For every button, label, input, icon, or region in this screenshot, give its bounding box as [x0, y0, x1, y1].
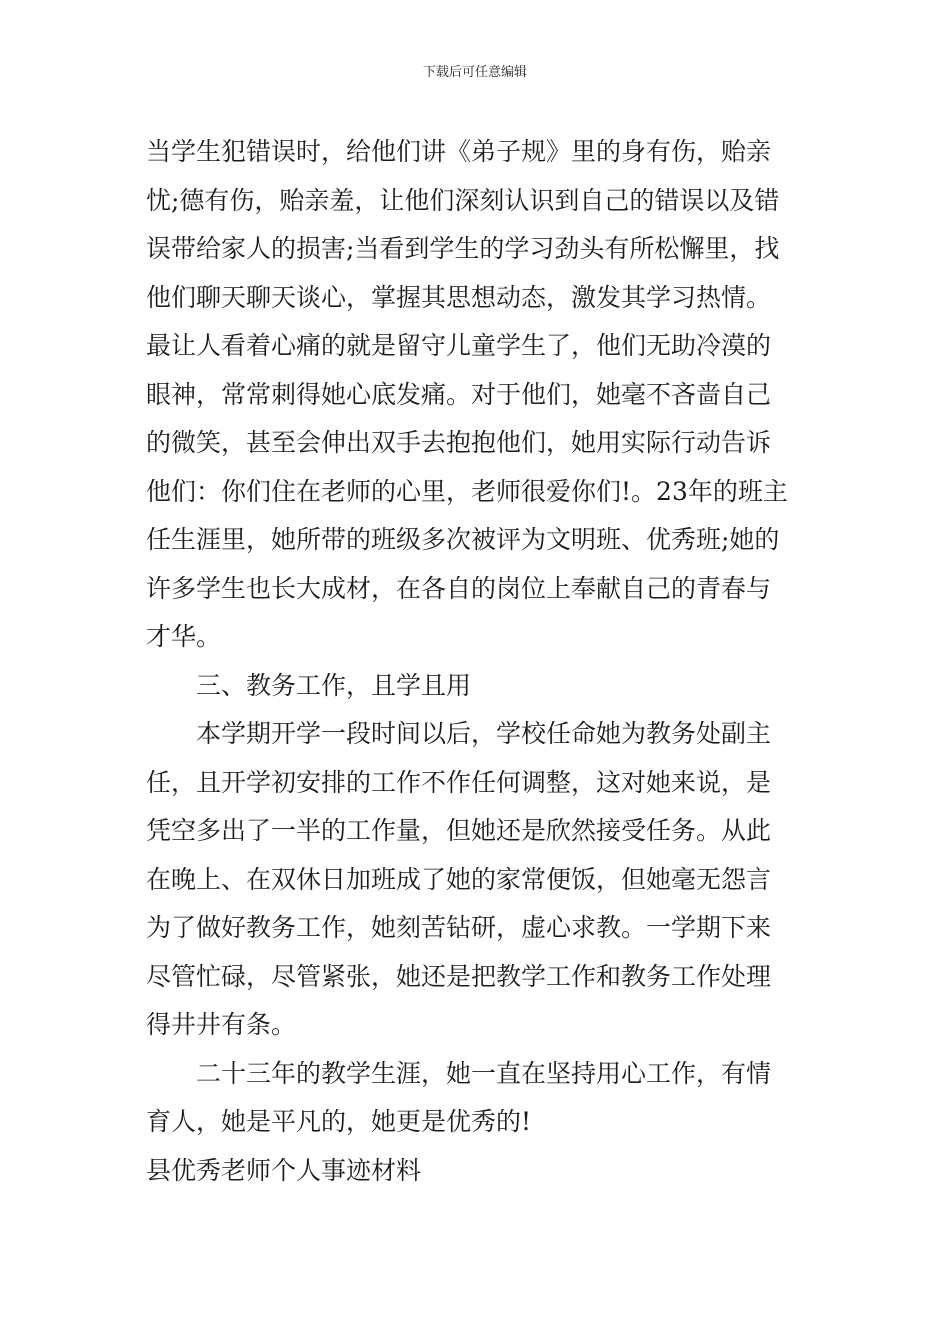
page-header: 下载后可任意编辑 [422, 65, 527, 80]
text-line: 在晚上、在双休日加班成了她的家常便饭，但她毫无怨言 [146, 864, 772, 894]
text-line: 为了做好教务工作，她刻苦钻研，虚心求教。一学期下来 [146, 913, 772, 942]
text-line: 得井井有条。 [146, 1010, 297, 1039]
text-line: 眼神，常常刺得她心底发痛。对于他们，她毫不吝啬自己 [146, 379, 772, 409]
text-line: 误带给家人的损害;当看到学生的学习劲头有所松懈里，找 [146, 234, 780, 263]
text-line: 任生涯里，她所带的班级多次被评为文明班、优秀班;她的 [146, 525, 780, 554]
text-line: 育人，她是平凡的，她更是优秀的! [146, 1107, 532, 1136]
text-line: 最让人看着心痛的就是留守儿童学生了，他们无助冷漠的 [146, 331, 772, 360]
section-heading: 三、教务工作，且学且用 [196, 670, 472, 700]
document-body [146, 128, 806, 1195]
text-line: 尽管忙碌，尽管紧张，她还是把教学工作和教务工作处理 [146, 961, 772, 991]
text-line: 凭空多出了一半的工作量，但她还是欣然接受任务。从此 [146, 816, 772, 845]
text-line: 本学期开学一段时间以后，学校任命她为教务处副主 [196, 719, 772, 748]
text-line: 当学生犯错误时，给他们讲《弟子规》里的身有伤，贻亲 [146, 137, 772, 166]
text-line: 的微笑，甚至会伸出双手去抱抱他们，她用实际行动告诉 [146, 428, 772, 457]
text-line: 许多学生也长大成材，在各自的岗位上奉献自己的青春与 [146, 573, 772, 603]
document-title: 县优秀老师个人事迹材料 [146, 1155, 422, 1185]
text-line: 任，且开学初安排的工作不作任何调整，这对她来说，是 [146, 767, 772, 797]
text-line: 他们：你们住在老师的心里，老师很爱你们!。23年的班主 [146, 476, 788, 506]
text-line: 忧;德有伤，贻亲羞，让他们深刻认识到自己的错误以及错 [146, 185, 780, 215]
text-line: 二十三年的教学生涯，她一直在坚持用心工作，有情 [196, 1058, 772, 1088]
text-line: 才华。 [146, 622, 222, 651]
text-line: 他们聊天聊天谈心，掌握其思想动态，激发其学习热情。 [146, 282, 772, 312]
